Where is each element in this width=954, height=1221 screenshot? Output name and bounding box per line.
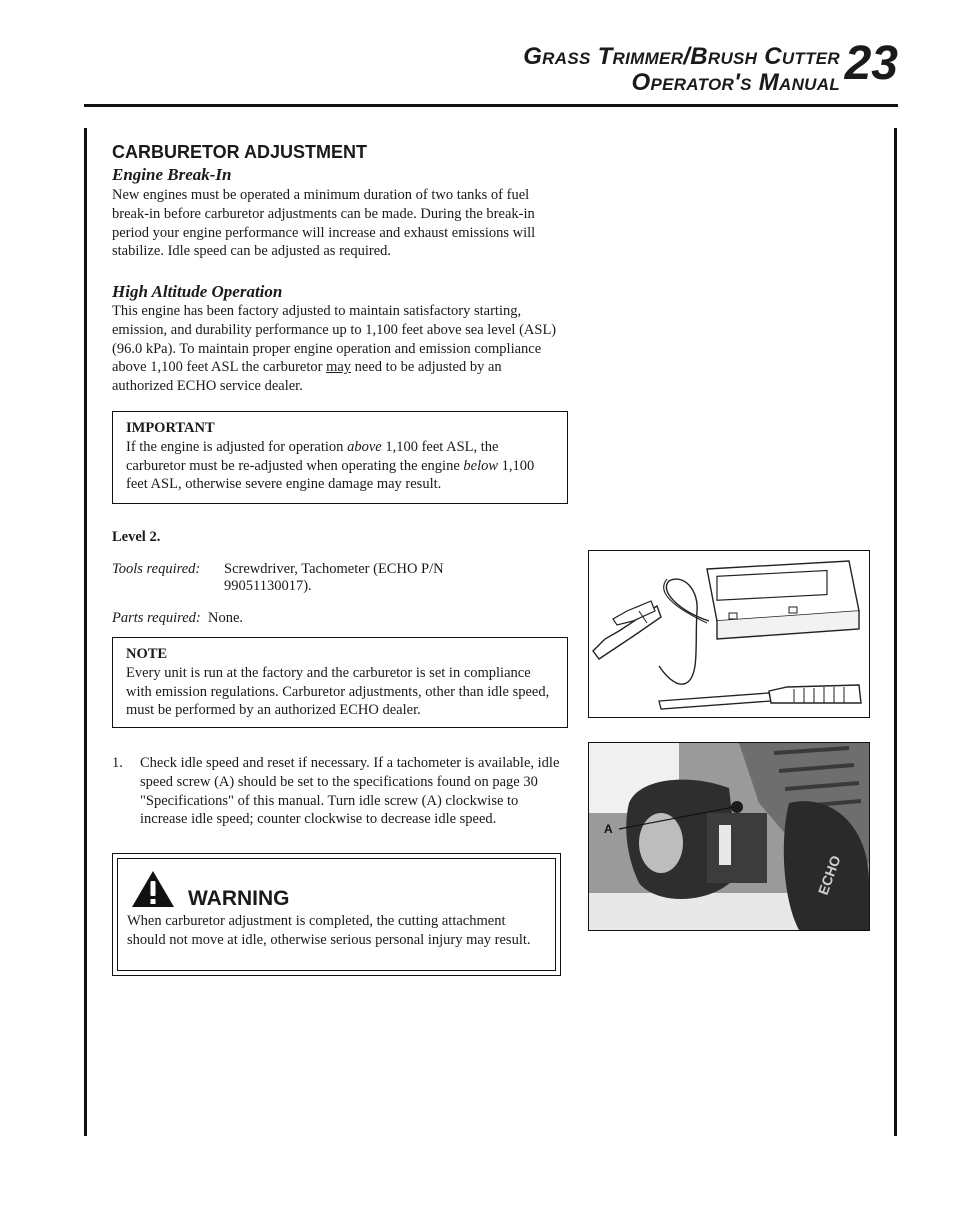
important-text-above: above bbox=[347, 438, 382, 455]
engine-carburetor-photo bbox=[589, 743, 869, 930]
important-box bbox=[112, 411, 568, 504]
echo-brand-text: ECHO bbox=[814, 853, 844, 897]
note-title: NOTE bbox=[126, 646, 168, 662]
altitude-text bbox=[112, 302, 560, 396]
right-margin-rule bbox=[894, 128, 897, 1136]
important-text-below: below bbox=[463, 457, 499, 474]
break-in-heading: Engine Break-In bbox=[112, 165, 232, 184]
important-text-1: If the engine is adjusted for operation bbox=[126, 438, 348, 455]
altitude-heading: High Altitude Operation bbox=[112, 282, 283, 301]
callout-label-a: A bbox=[604, 822, 613, 836]
warning-title: WARNING bbox=[188, 887, 290, 910]
note-text: Every unit is run at the factory and the carburetor is set in compliance with emission regulations. Carburetor adjustments, other than idle speed, must be performed by an authorized ECHO dealer. bbox=[126, 664, 550, 719]
altitude-text-part1: This engine has been factory adjusted to maintain satisfactory starting, emission, and durability performance up to 1,100 feet above sea level (ASL) (96.0 kPa). To maintain proper engine operation and emission compliance above 1,100 feet ASL the carburetor bbox=[112, 303, 557, 376]
parts-value: None. bbox=[208, 610, 244, 626]
parts-row bbox=[112, 610, 243, 627]
tachometer-screwdriver-illustration bbox=[589, 551, 869, 717]
manual-title-line2: Operator's Manual bbox=[631, 69, 840, 96]
warning-triangle-icon bbox=[130, 869, 176, 909]
parts-label: Parts required: bbox=[112, 610, 201, 626]
altitude-text-part2: need to be adjusted by an authorized ECHO service dealer. bbox=[112, 359, 502, 395]
engine-figure bbox=[588, 742, 870, 931]
break-in-text: New engines must be operated a minimum duration of two tanks of fuel break-in before carburetor adjustments can be made. During the break-in period your engine performance will increase and exhaust emissions will stabilize. Idle speed can be adjusted as required. bbox=[112, 187, 536, 260]
level-label: Level 2. bbox=[112, 529, 161, 545]
important-text-5: 1,100 feet ASL, otherwise severe engine damage may result. bbox=[126, 457, 535, 493]
step-text: Check idle speed and reset if necessary. If a tachometer is available, idle speed screw (A) should be set to the specifications found on page 30 "Specifications" of this manual. Turn idle screw (A) clockwise to increase idle speed; counter clockwise to decrease idle speed. bbox=[140, 755, 560, 828]
important-text bbox=[126, 438, 559, 494]
warning-box bbox=[112, 853, 561, 976]
important-title: IMPORTANT bbox=[126, 420, 215, 436]
note-box bbox=[112, 637, 568, 728]
page-number: 23 bbox=[844, 37, 898, 90]
header-rule bbox=[84, 104, 898, 107]
tools-value: Screwdriver, Tachometer (ECHO P/N 99051130017). bbox=[224, 561, 444, 594]
tools-label: Tools required: bbox=[112, 561, 201, 577]
altitude-text-may: may bbox=[326, 359, 352, 376]
manual-title bbox=[523, 44, 840, 96]
important-text-3: 1,100 feet ASL, the carburetor must be re-adjusted when operating the engine bbox=[126, 438, 499, 474]
step-number: 1. bbox=[112, 755, 123, 771]
left-margin-rule bbox=[84, 128, 87, 1136]
tools-figure bbox=[588, 550, 870, 718]
manual-title-line1: Grass Trimmer/Brush Cutter bbox=[523, 43, 840, 70]
warning-text: When carburetor adjustment is completed, the cutting attachment should not move at idle, otherwise serious personal injury may result. bbox=[127, 913, 531, 948]
warning-box-inner bbox=[117, 858, 556, 971]
section-heading: CARBURETOR ADJUSTMENT bbox=[112, 142, 368, 162]
